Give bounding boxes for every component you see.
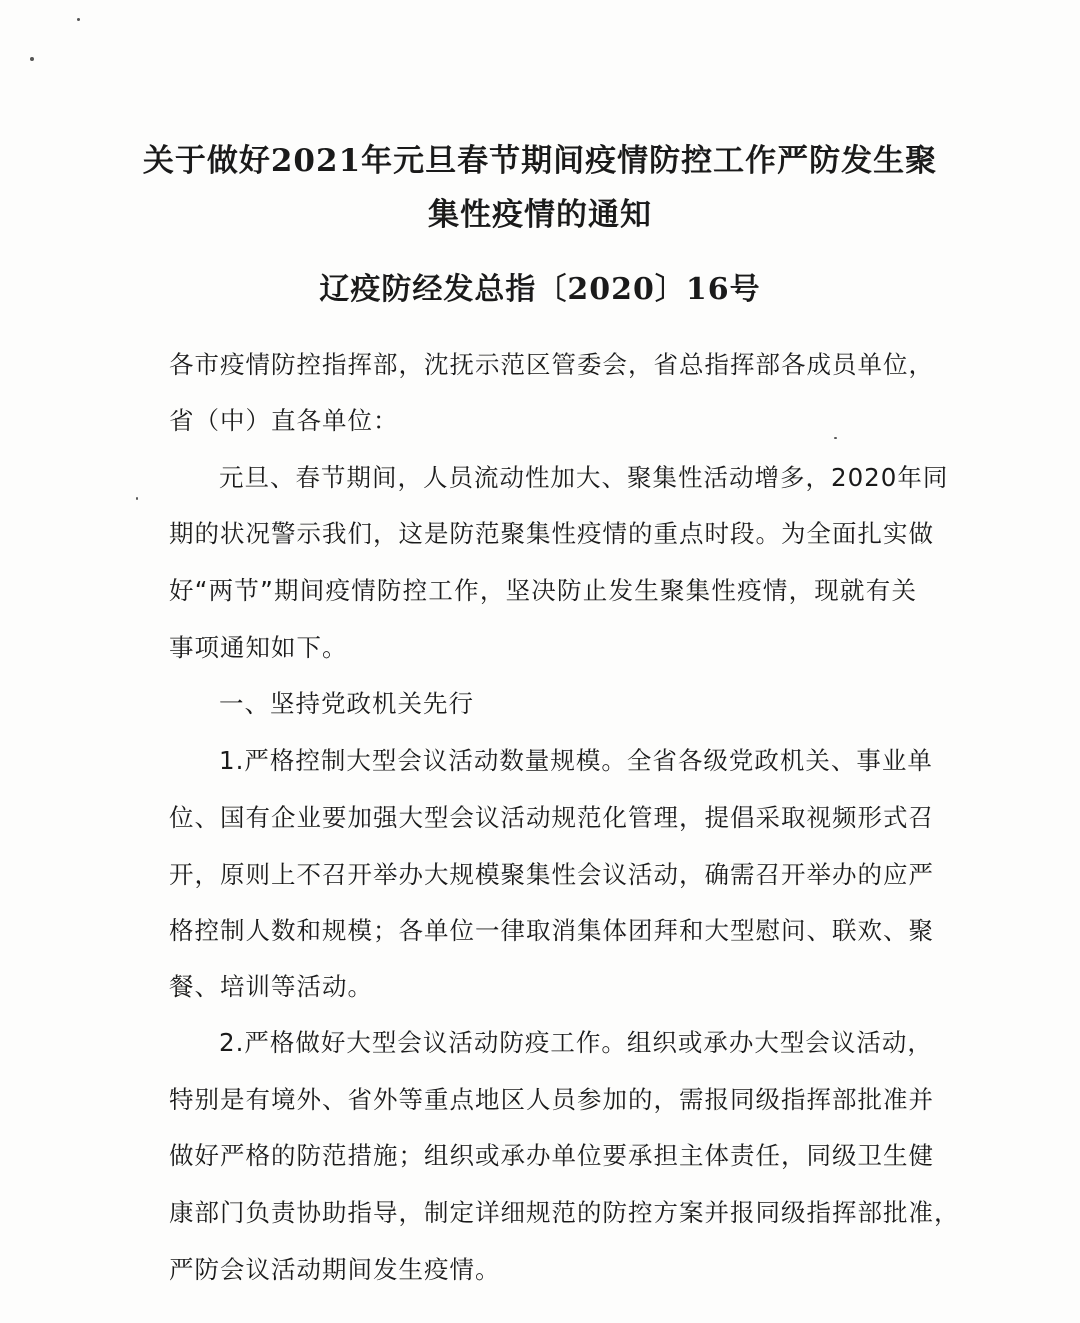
intro-line-3: 好“两节”期间疫情防控工作，坚决防止发生聚集性疫情，现就有关 [169, 576, 917, 605]
item2-line-3: 做好严格的防范措施；组织或承办单位要承担主体责任，同级卫生健 [169, 1141, 934, 1170]
scan-speck [30, 57, 34, 61]
scan-speck [136, 497, 138, 500]
item1-line-2: 位、国有企业要加强大型会议活动规范化管理，提倡采取视频形式召 [169, 803, 934, 832]
section-heading: 一、坚持党政机关先行 [219, 689, 474, 718]
intro-line-4: 事项通知如下。 [169, 633, 348, 662]
scan-speck [77, 18, 80, 21]
recipients-line-1: 各市疫情防控指挥部，沈抚示范区管委会，省总指挥部各成员单位， [169, 350, 934, 379]
item2-line-4: 康部门负责协助指导，制定详细规范的防控方案并报同级指挥部批准， [169, 1198, 960, 1227]
item1-line-1: 1.严格控制大型会议活动数量规模。全省各级党政机关、事业单 [219, 746, 933, 775]
intro-line-1: 元旦、春节期间，人员流动性加大、聚集性活动增多，2020年同 [219, 463, 949, 492]
document-number: 辽疫防经发总指〔2020〕16号 [319, 272, 761, 307]
item1-line-5: 餐、培训等活动。 [169, 972, 373, 1001]
item1-line-3: 开，原则上不召开举办大规模聚集性会议活动，确需召开举办的应严 [169, 860, 934, 889]
recipients-line-2: 省（中）直各单位： [169, 406, 399, 435]
document-title-line-2: 集性疫情的通知 [428, 197, 652, 233]
item1-line-4: 格控制人数和规模；各单位一律取消集体团拜和大型慰问、联欢、聚 [169, 916, 934, 945]
document-title-line-1: 关于做好2021年元旦春节期间疫情防控工作严防发生聚 [142, 143, 938, 179]
item2-line-2: 特别是有境外、省外等重点地区人员参加的，需报同级指挥部批准并 [169, 1085, 934, 1114]
item2-line-5: 严防会议活动期间发生疫情。 [169, 1255, 501, 1284]
scan-speck [834, 437, 837, 439]
intro-line-2: 期的状况警示我们，这是防范聚集性疫情的重点时段。为全面扎实做 [169, 519, 934, 548]
item2-line-1: 2.严格做好大型会议活动防疫工作。组织或承办大型会议活动， [219, 1028, 933, 1057]
